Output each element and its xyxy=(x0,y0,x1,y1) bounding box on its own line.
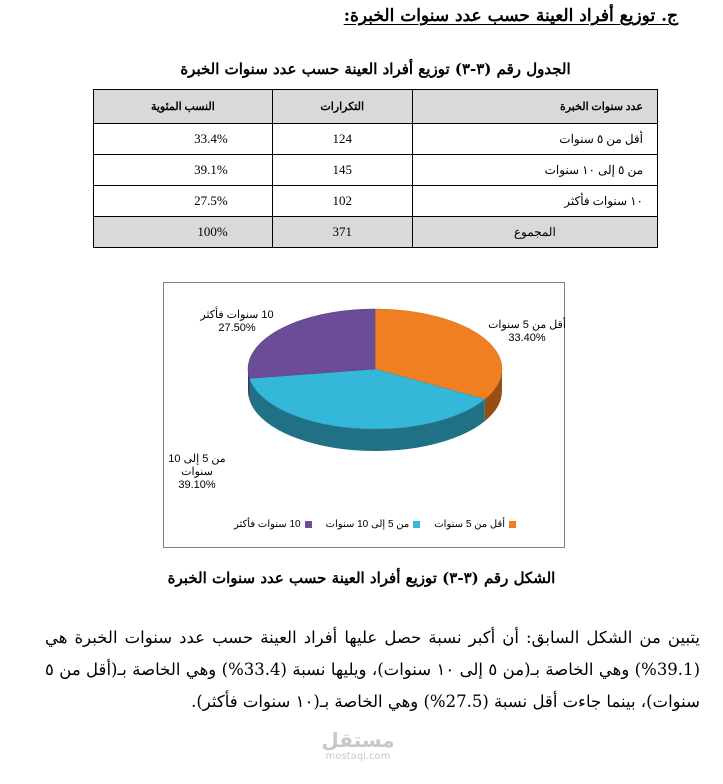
legend-swatch xyxy=(413,521,420,528)
legend-item xyxy=(234,519,312,530)
header-percentages: النسب المئوية xyxy=(94,90,273,124)
watermark-brand: مستقل xyxy=(321,728,395,752)
table-total-row xyxy=(94,217,658,248)
total-frequency: 371 xyxy=(272,217,412,248)
body-paragraph: يتبين من الشكل السابق: أن أكبر نسبة حصل عليها أفراد العينة حسب عدد سنوات الخبرة هي (39.1%) وهي الخاصة بـ(من ٥ إلى ١٠ سنوات)، ويليها نسبة (33.4%) وهي الخاصة بـ(أقل من ٥ سنوات)، بينما جاءت أقل نسبة (27.5%) وهي الخاصة بـ(١٠ سنوات فأكثر). xyxy=(45,628,700,711)
table-caption: الجدول رقم (٣-٣) توزيع أفراد العينة حسب عدد سنوات الخبرة xyxy=(180,60,571,78)
table-row xyxy=(94,124,658,155)
distribution-table xyxy=(93,89,658,248)
row-percentage: 39.1% xyxy=(94,155,273,186)
watermark-site: mostaqi.com xyxy=(325,751,391,762)
label-5-to-10 xyxy=(164,453,230,492)
section-heading: ج. توزيع أفراد العينة حسب عدد سنوات الخبرة: xyxy=(343,6,678,26)
row-category: من ٥ إلى ١٠ سنوات xyxy=(412,155,657,186)
legend-swatch xyxy=(305,521,312,528)
header-experience-years: عدد سنوات الخبرة xyxy=(412,90,657,124)
legend-item xyxy=(326,519,421,530)
chart-legend xyxy=(234,519,516,530)
row-frequency: 145 xyxy=(272,155,412,186)
label-less-than-5-name: أقل من 5 سنوات xyxy=(488,319,566,331)
label-less-than-5-value: 33.40% xyxy=(508,332,546,344)
table-row xyxy=(94,186,658,217)
total-percentage: 100% xyxy=(94,217,273,248)
legend-item xyxy=(434,519,516,530)
label-5-to-10-name: من 5 إلى 10 سنوات xyxy=(168,453,226,478)
total-label: المجموع xyxy=(412,217,657,248)
legend-label: من 5 إلى 10 سنوات xyxy=(325,519,410,530)
legend-label: 10 سنوات فأكثر xyxy=(234,519,301,530)
row-frequency: 124 xyxy=(272,124,412,155)
label-10-plus-name: 10 سنوات فأكثر xyxy=(200,309,274,321)
header-frequencies: التكرارات xyxy=(272,90,412,124)
legend-swatch xyxy=(509,521,516,528)
table-row xyxy=(94,155,658,186)
watermark-logo xyxy=(313,729,403,762)
label-less-than-5 xyxy=(482,319,572,345)
row-category: أقل من ٥ سنوات xyxy=(412,124,657,155)
label-5-to-10-value: 39.10% xyxy=(178,479,216,491)
label-10-plus-value: 27.50% xyxy=(218,322,256,334)
legend-label: أقل من 5 سنوات xyxy=(434,519,506,530)
row-percentage: 27.5% xyxy=(94,186,273,217)
row-frequency: 102 xyxy=(272,186,412,217)
pie-chart xyxy=(163,282,565,548)
row-percentage: 33.4% xyxy=(94,124,273,155)
label-10-plus xyxy=(192,309,282,335)
row-category: ١٠ سنوات فأكثر xyxy=(412,186,657,217)
table-header-row xyxy=(94,90,658,124)
chart-caption: الشكل رقم (٣-٣) توزيع أفراد العينة حسب عدد سنوات الخبرة xyxy=(167,569,556,587)
